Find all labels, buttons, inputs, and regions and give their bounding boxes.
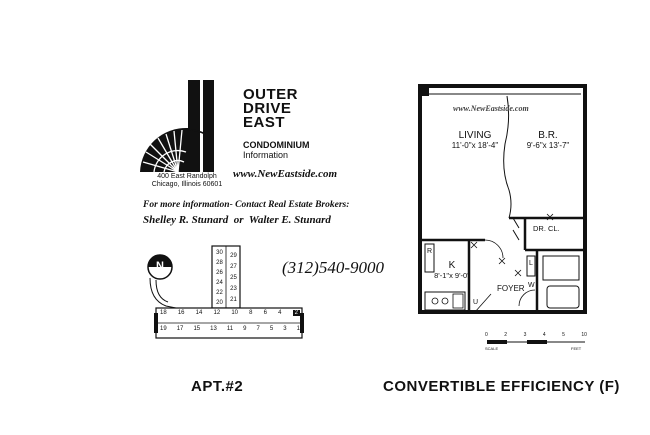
bedroom bbox=[515, 130, 581, 150]
bedroom-label: B.R. bbox=[538, 130, 558, 141]
scale-5: 5 bbox=[562, 332, 565, 338]
kitchen-room bbox=[433, 260, 471, 280]
scale-0: 0 bbox=[485, 332, 488, 338]
address-line1: 400 East Randolph bbox=[157, 173, 217, 180]
north-label: N bbox=[156, 260, 164, 272]
bedroom-dims: 9'-6"x 13'-7" bbox=[526, 141, 570, 150]
floor-plan bbox=[415, 80, 595, 352]
name-line-east: EAST bbox=[243, 114, 286, 131]
unit-8: 8 bbox=[249, 310, 253, 316]
unit-2-highlighted: 2 bbox=[294, 310, 298, 316]
unit-24: 24 bbox=[216, 280, 223, 286]
unit-5: 5 bbox=[269, 326, 274, 332]
condominium-subtitle bbox=[243, 140, 310, 160]
kitchen-label: K bbox=[448, 260, 456, 271]
unit-25: 25 bbox=[230, 275, 237, 281]
unit-18: 18 bbox=[160, 310, 167, 316]
unit-3: 3 bbox=[283, 326, 287, 332]
unit-type: CONVERTIBLE EFFICIENCY (F) bbox=[383, 378, 620, 395]
scale-numbers bbox=[485, 332, 587, 338]
refrigerator-label: R bbox=[427, 248, 433, 255]
unit-12: 12 bbox=[213, 310, 221, 316]
unit-9: 9 bbox=[243, 326, 247, 332]
subtitle-information: Information bbox=[243, 150, 289, 160]
unit-7: 7 bbox=[256, 326, 260, 332]
unit-27: 27 bbox=[230, 264, 237, 270]
scale-unit-left: SCALE bbox=[485, 346, 499, 351]
logo-website[interactable]: www.NewEastside.com bbox=[233, 168, 338, 180]
kitchen-dims: 8'-1"x 9'-0" bbox=[434, 271, 470, 280]
scale-unit-right: FEET bbox=[571, 346, 582, 351]
living-room bbox=[445, 130, 505, 150]
unit-11: 11 bbox=[226, 326, 234, 332]
unit-19: 19 bbox=[160, 326, 167, 332]
unit-6: 6 bbox=[263, 310, 267, 316]
unit-23: 23 bbox=[230, 286, 237, 292]
unit-17: 17 bbox=[176, 326, 184, 332]
broker-names: Shelley R. Stunard or Walter E. Stunard bbox=[143, 214, 331, 226]
washer-label: W bbox=[528, 282, 535, 289]
unit-22: 22 bbox=[216, 290, 223, 296]
floor-plan-drawing bbox=[415, 80, 595, 352]
living-label: LIVING bbox=[458, 130, 492, 141]
unit-29: 29 bbox=[230, 253, 237, 259]
linen-label: L bbox=[529, 260, 533, 267]
unit-16: 16 bbox=[177, 310, 185, 316]
name-line-outer: OUTER bbox=[243, 86, 298, 103]
unit-14: 14 bbox=[195, 310, 203, 316]
address-line2: Chicago, Illinois 60601 bbox=[151, 181, 223, 188]
tower-units-right bbox=[227, 251, 240, 306]
site-plan bbox=[140, 240, 310, 352]
building-name bbox=[243, 88, 298, 130]
unit-4: 4 bbox=[278, 310, 282, 316]
building-logo-icon bbox=[138, 76, 230, 176]
unit-10: 10 bbox=[231, 310, 238, 316]
scale-2: 2 bbox=[504, 332, 508, 338]
unit-13: 13 bbox=[210, 326, 217, 332]
unit-28: 28 bbox=[216, 260, 223, 266]
unit-15: 15 bbox=[193, 326, 201, 332]
contact-intro: For more information- Contact Real Estate Brokers: bbox=[143, 200, 350, 210]
foyer-label: FOYER bbox=[497, 284, 525, 293]
wing-units-bottom bbox=[160, 326, 300, 332]
wing-units-top bbox=[160, 310, 300, 316]
scale-10: 10 bbox=[581, 332, 587, 338]
subtitle-condominium: CONDOMINIUM bbox=[243, 140, 310, 150]
living-dims: 11'-0"x 18'-4" bbox=[451, 141, 499, 150]
unit-1: 1 bbox=[296, 326, 300, 332]
scale-3: 3 bbox=[523, 332, 527, 338]
floor-plan-watermark: www.NewEastside.com bbox=[453, 104, 529, 113]
utility-label: U bbox=[473, 299, 479, 306]
logo-block bbox=[138, 76, 230, 188]
scale-4: 4 bbox=[542, 332, 546, 338]
apartment-number: APT.#2 bbox=[191, 378, 244, 395]
unit-30: 30 bbox=[216, 250, 223, 256]
unit-20: 20 bbox=[216, 300, 223, 306]
closet-label: DR. CL. bbox=[533, 224, 560, 233]
unit-21: 21 bbox=[230, 297, 237, 303]
unit-26: 26 bbox=[216, 270, 223, 276]
phone-number[interactable]: (312)540-9000 bbox=[282, 258, 384, 277]
tower-units-left bbox=[213, 248, 226, 308]
name-line-drive: DRIVE bbox=[243, 100, 292, 117]
